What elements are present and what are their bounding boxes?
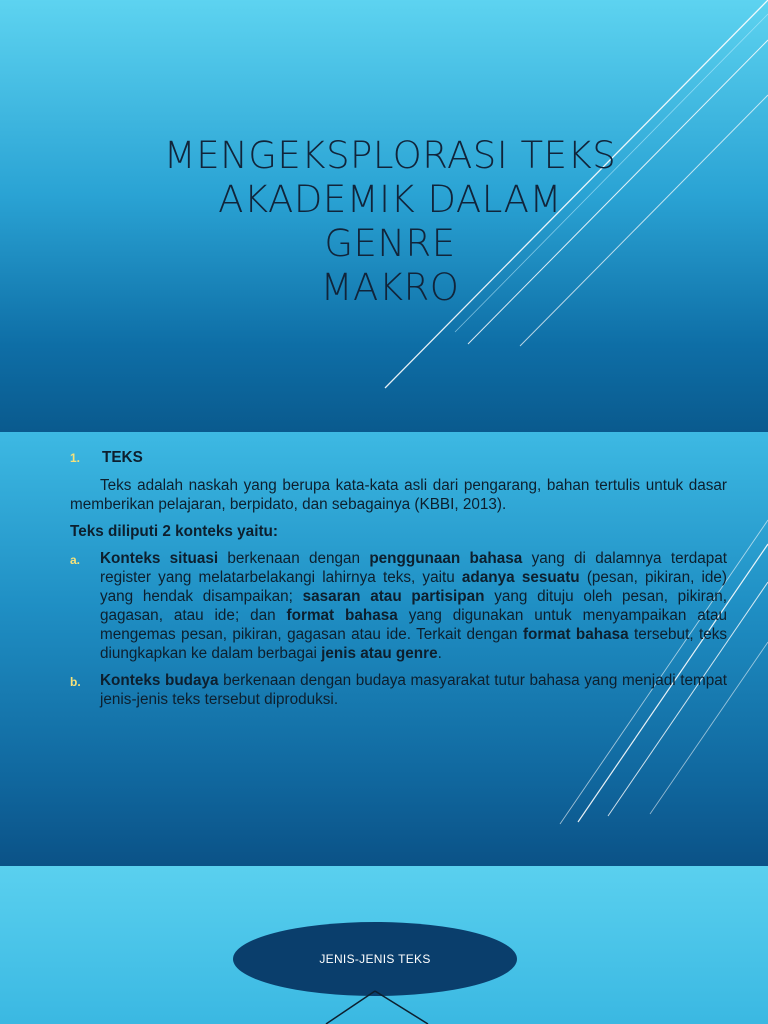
list-marker: a. xyxy=(70,553,81,567)
definition-paragraph: Teks adalah naskah yang berupa kata-kata asli dari pengarang, bahan tertulis untuk dasar memberikan pelajaran, berpidato, dan sebagainya (KBBI, 2013). xyxy=(70,477,727,513)
section-number: 1. xyxy=(70,451,81,465)
text-run: yang dituju oleh pesan, pikiran, gagasan, atau ide; dan xyxy=(100,588,727,624)
title-line-3: MAKRO xyxy=(320,266,460,309)
text-run: yang di dalamnya terdapat register yang melatarbelakangi lahirnya teks, yaitu xyxy=(100,550,727,586)
list-marker: b. xyxy=(70,675,81,689)
diagram-slide xyxy=(0,866,768,1024)
bold-term: format bahasa xyxy=(522,626,629,643)
section-heading xyxy=(70,448,727,468)
diagram-connectors xyxy=(0,866,768,1024)
context-list xyxy=(70,549,727,709)
title-line-2: AKADEMIK DALAM GENRE xyxy=(218,178,562,265)
list-item xyxy=(70,549,727,663)
text-run: berkenaan dengan budaya masyarakat tutur bahasa yang menjadi tempat jenis-jenis teks tersebut diproduksi. xyxy=(100,672,727,708)
section-title: TEKS xyxy=(102,449,143,466)
title-line-1: MENGEKSPLORASI TEKS xyxy=(163,134,617,177)
text-run: . xyxy=(437,645,442,662)
bold-term: sasaran atau partisipan xyxy=(302,588,485,605)
bold-term: penggunaan bahasa xyxy=(369,550,523,567)
text-run: tersebut, teks diungkapkan ke dalam berbagai xyxy=(100,626,728,662)
list-item xyxy=(70,671,727,709)
bold-term: format bahasa xyxy=(286,607,398,624)
content-body xyxy=(70,448,727,717)
title-slide xyxy=(0,0,768,432)
bold-term: jenis atau genre xyxy=(321,645,438,662)
list-item-text xyxy=(100,549,727,663)
text-run: (pesan, pikiran, ide) yang hendak disampaikan; xyxy=(100,569,728,605)
bold-term: Konteks situasi xyxy=(100,550,219,567)
text-run: berkenaan dengan xyxy=(218,550,370,567)
list-item-text xyxy=(100,671,727,709)
bold-term: Konteks budaya xyxy=(100,672,219,689)
content-slide xyxy=(0,432,768,866)
text-run: yang digunakan untuk menyampaikan atau mengemas pesan, pikiran, gagasan atau ide. Terkait dengan xyxy=(100,607,728,643)
slide-title xyxy=(150,134,630,310)
diagram-root-label: JENIS-JENIS TEKS xyxy=(319,952,431,966)
lead-text: Teks diliputi 2 konteks yaitu: xyxy=(70,523,278,540)
bold-term: adanya sesuatu xyxy=(461,569,580,586)
